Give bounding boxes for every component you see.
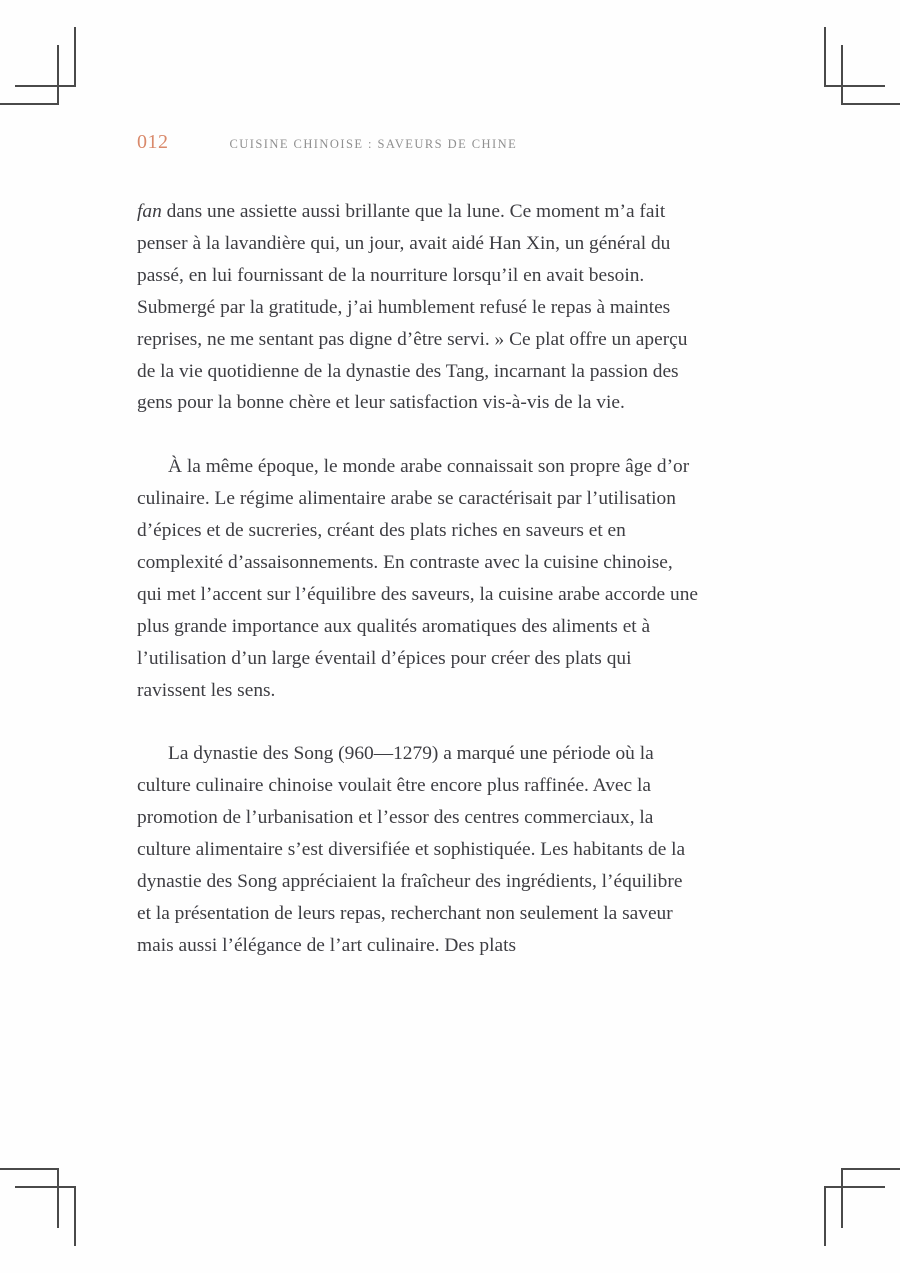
italic-term-fan: fan xyxy=(137,201,162,222)
corner-mark-top-left xyxy=(0,0,130,130)
corner-mark-line xyxy=(824,85,885,87)
paragraph-3: La dynastie des Song (960—1279) a marqué une période où la culture culinaire chinoise voulait être encore plus raffinée. Avec la promotion de l’urbanisation et l’essor des centres commerciaux, la culture alimentaire s’est diversifiée et sophistiquée. Les habitants de la dynastie des Song appréciaient la fraîcheur des ingrédients, l’équilibre et la présentation de leurs repas, recherchant non seulement la saveur mais aussi l’élégance de l’art culinaire. Des plats xyxy=(137,743,686,956)
page-number: 012 xyxy=(137,131,169,153)
corner-mark-line xyxy=(841,1168,843,1228)
corner-mark-line xyxy=(15,85,76,87)
body-text-block xyxy=(137,196,699,962)
corner-mark-line xyxy=(57,1168,59,1228)
running-head-title: CUISINE CHINOISE : SAVEURS DE CHINE xyxy=(229,137,518,151)
paragraph-1 xyxy=(137,196,699,419)
paragraph-1-text: dans une assiette aussi brillante que la lune. Ce moment m’a fait penser à la lavandière qui, un jour, avait aidé Han Xin, un général du passé, en lui fournissant de la nourriture lorsqu’il en avait besoin. Submergé par la gratitude, j’ai humblement refusé le repas à maintes reprises, ne me sentant pas digne d’être servi. » Ce plat offre un aperçu de la vie quotidienne de la dynastie des Tang, incarnant la passion des gens pour la bonne chère et leur satisfaction vis-à-vis de la vie. xyxy=(137,201,688,414)
corner-mark-line xyxy=(15,1186,76,1188)
corner-mark-line xyxy=(841,45,843,105)
corner-mark-line xyxy=(824,1186,885,1188)
paragraph-2: À la même époque, le monde arabe connaissait son propre âge d’or culinaire. Le régime alimentaire arabe se caractérisait par l’utilisation d’épices et de sucreries, créant des plats riches en saveurs et en complexité d’assaisonnements. En contraste avec la cuisine chinoise, qui met l’accent sur l’équilibre des saveurs, la cuisine arabe accorde une plus grande importance aux qualités aromatiques des aliments et à l’utilisation d’un large éventail d’épices pour créer des plats qui ravissent les sens. xyxy=(137,456,699,701)
corner-mark-line xyxy=(824,1186,826,1246)
corner-mark-line xyxy=(74,1186,76,1246)
corner-mark-line xyxy=(57,45,59,105)
corner-mark-bottom-right xyxy=(770,1143,900,1273)
corner-mark-line xyxy=(0,1168,59,1170)
corner-mark-top-right xyxy=(770,0,900,130)
corner-mark-line xyxy=(74,27,76,87)
running-head xyxy=(137,131,517,154)
corner-mark-line xyxy=(841,1168,900,1170)
corner-mark-line xyxy=(824,27,826,87)
corner-mark-bottom-left xyxy=(0,1143,130,1273)
corner-mark-line xyxy=(841,103,900,105)
corner-mark-line xyxy=(0,103,59,105)
